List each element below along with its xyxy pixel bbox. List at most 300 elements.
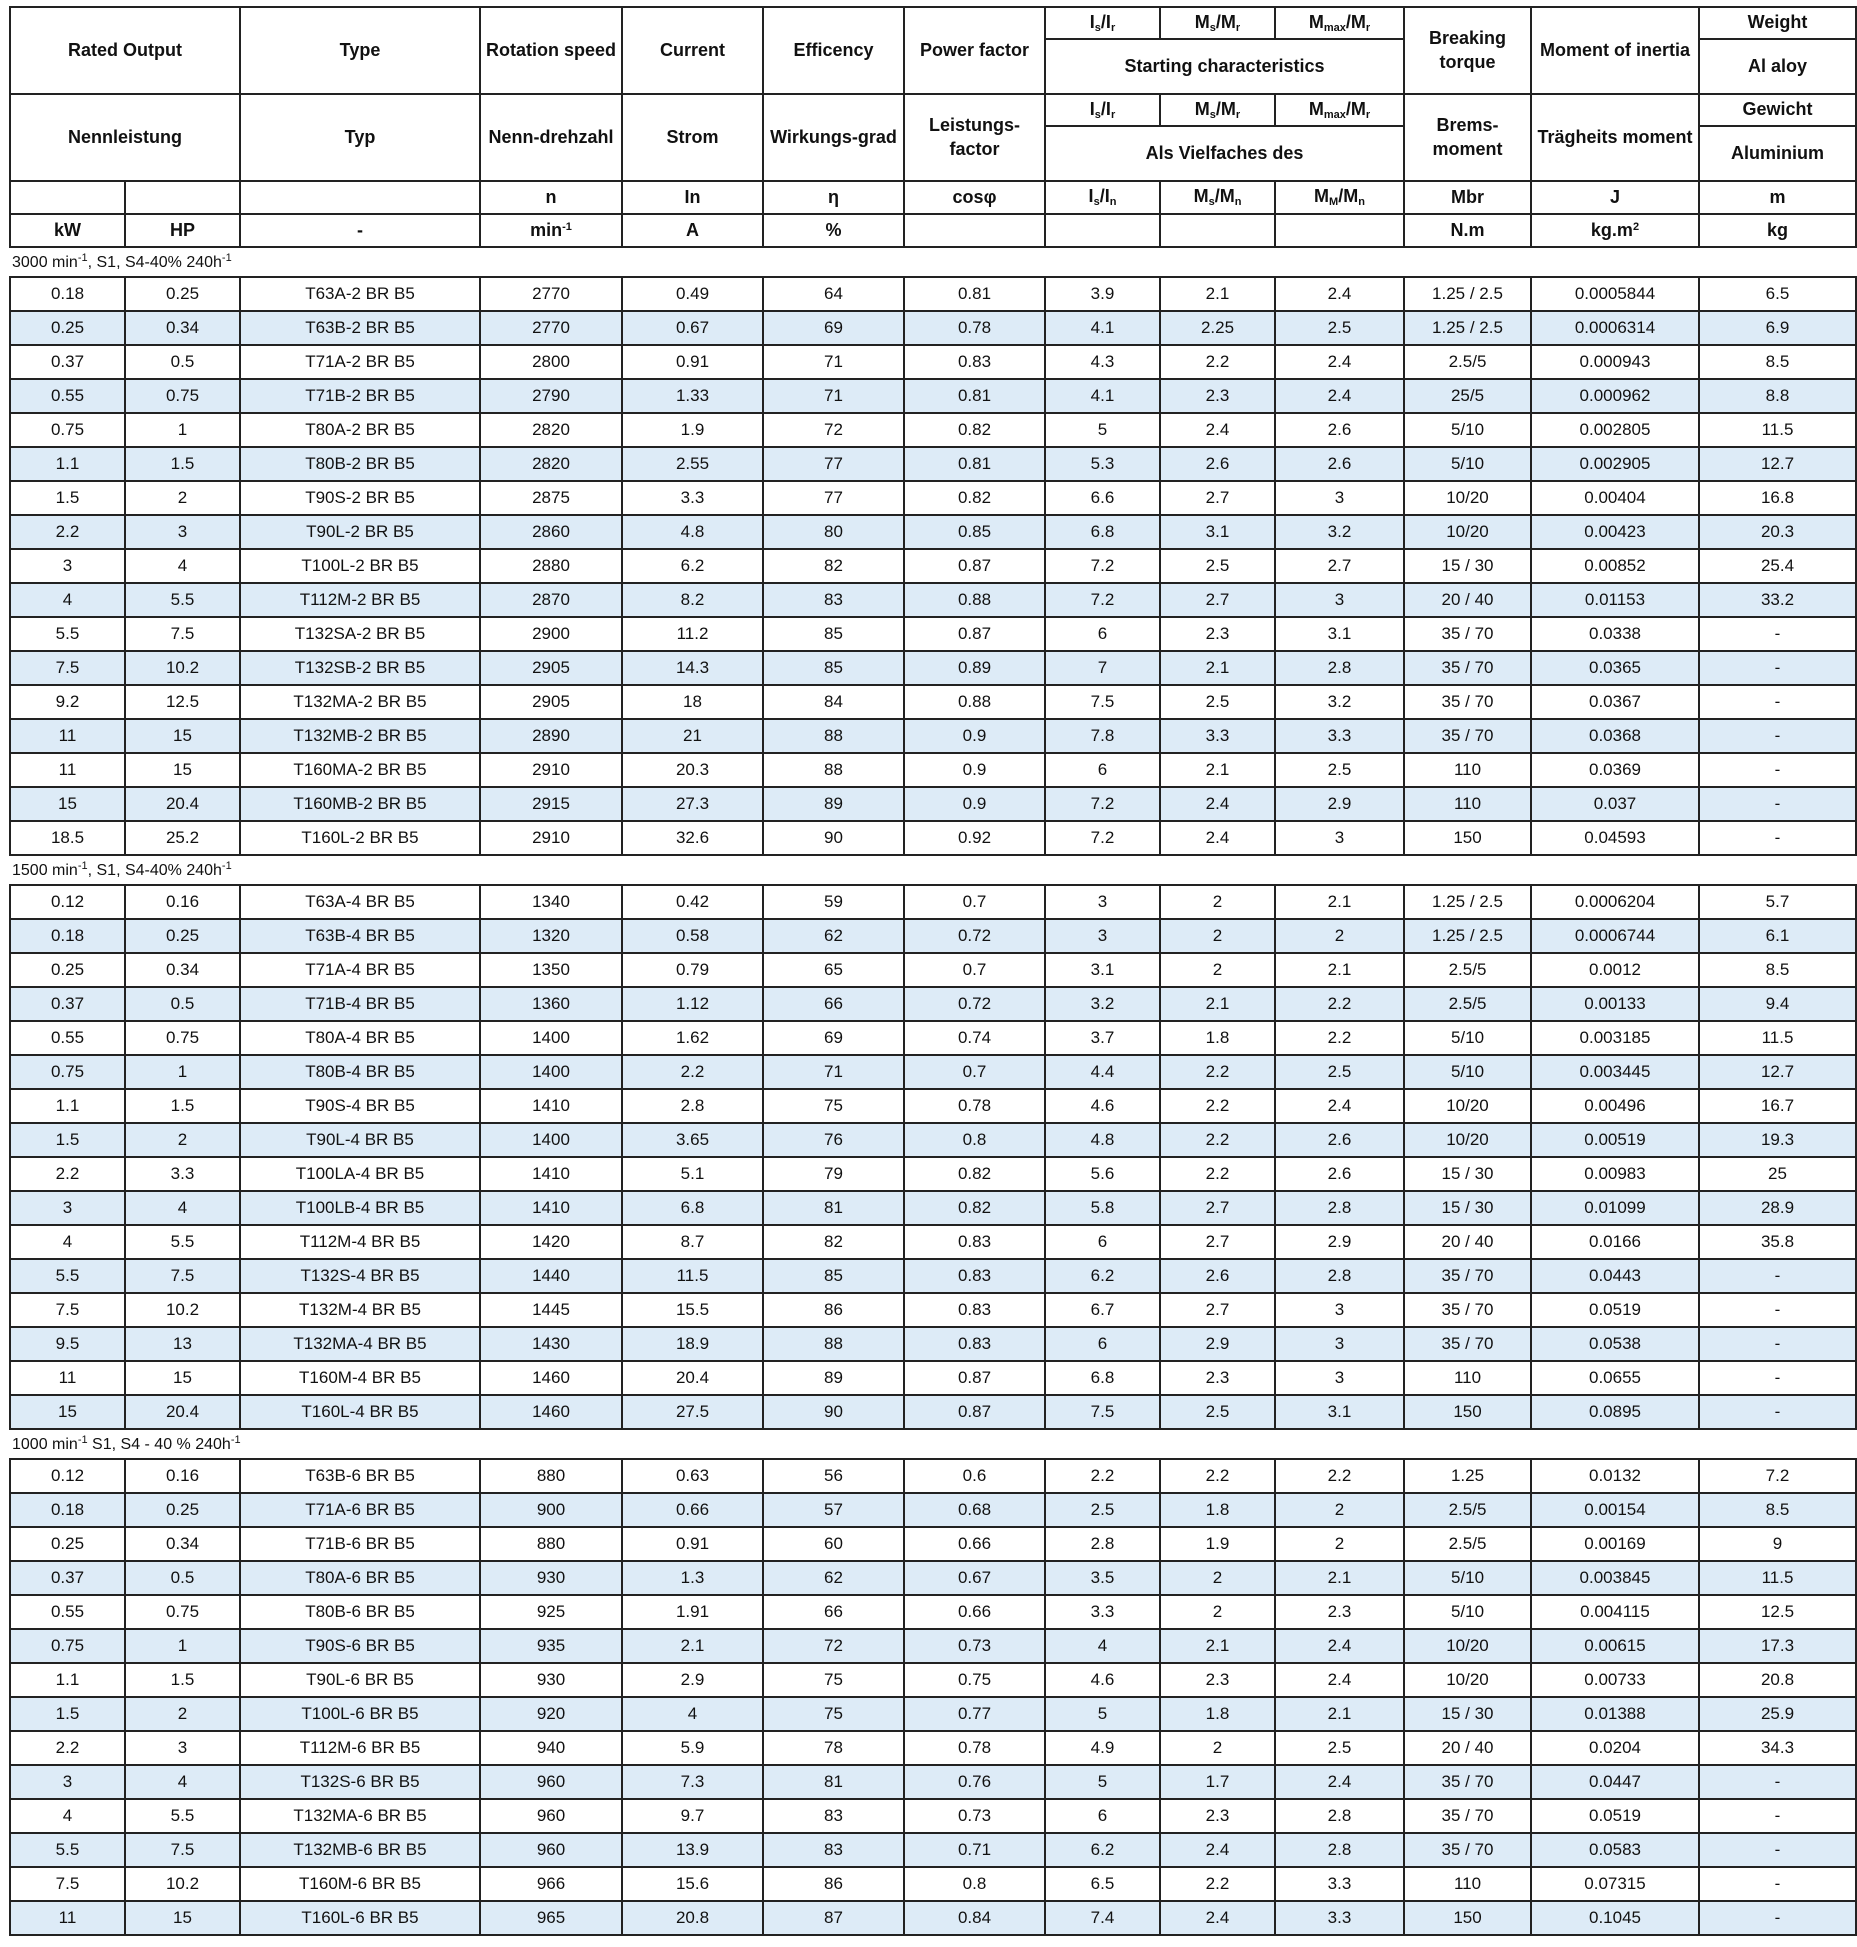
cell-efficiency: 80 [763,515,904,549]
cell-hp: 0.25 [125,1493,240,1527]
cell-inertia: 0.00154 [1531,1493,1699,1527]
cell-type: T132MA-6 BR B5 [240,1799,480,1833]
col-ms-mr: $M_s/M_r$ [1160,7,1275,39]
cell-kw: 2.2 [10,515,125,549]
cell-efficiency: 78 [763,1731,904,1765]
cell-ms-mn: 3.3 [1160,719,1275,753]
cell-brake-torque: 1.25 [1404,1459,1531,1493]
cell-hp: 0.34 [125,953,240,987]
symbol-empty [10,181,125,214]
cell-weight: 11.5 [1699,1561,1856,1595]
cell-mm-mn: 2 [1275,1493,1404,1527]
unit-empty [1160,214,1275,247]
unit-empty [904,214,1045,247]
cell-kw: 1.1 [10,1663,125,1697]
cell-power-factor: 0.92 [904,821,1045,855]
cell-speed: 935 [480,1629,622,1663]
cell-ms-mn: 2.3 [1160,1361,1275,1395]
cell-speed: 2820 [480,413,622,447]
cell-type: T100L-2 BR B5 [240,549,480,583]
cell-brake-torque: 2.5/5 [1404,953,1531,987]
cell-is-in: 4.9 [1045,1731,1160,1765]
table-row [10,953,1856,987]
cell-is-in: 7.2 [1045,549,1160,583]
cell-kw: 5.5 [10,617,125,651]
cell-weight: - [1699,1867,1856,1901]
cell-mm-mn: 2.1 [1275,953,1404,987]
cell-kw: 5.5 [10,1833,125,1867]
cell-hp: 3.3 [125,1157,240,1191]
cell-hp: 2 [125,1697,240,1731]
cell-ms-mn: 2.4 [1160,413,1275,447]
cell-inertia: 0.00496 [1531,1089,1699,1123]
cell-brake-torque: 1.25 / 2.5 [1404,919,1531,953]
cell-kw: 2.2 [10,1731,125,1765]
symbol-in: In [622,181,763,214]
cell-kw: 7.5 [10,651,125,685]
table-row [10,1595,1856,1629]
cell-brake-torque: 35 / 70 [1404,1833,1531,1867]
cell-hp: 0.16 [125,1459,240,1493]
col-bremsmoment: Brems-moment [1404,94,1531,181]
cell-ms-mn: 2.5 [1160,685,1275,719]
cell-speed: 1400 [480,1021,622,1055]
cell-type: T71A-6 BR B5 [240,1493,480,1527]
cell-is-in: 6 [1045,753,1160,787]
cell-efficiency: 57 [763,1493,904,1527]
col-mmax-mr: $M_{max}/M_r$ [1275,7,1404,39]
cell-mm-mn: 2.3 [1275,1595,1404,1629]
symbol-ms-mn: $M_s/M_n$ [1160,181,1275,214]
cell-type: T160L-4 BR B5 [240,1395,480,1429]
cell-ms-mn: 1.8 [1160,1697,1275,1731]
table-row [10,821,1856,855]
cell-hp: 13 [125,1327,240,1361]
symbol-j: J [1531,181,1699,214]
cell-is-in: 3.2 [1045,987,1160,1021]
cell-speed: 2915 [480,787,622,821]
cell-efficiency: 77 [763,447,904,481]
cell-hp: 0.75 [125,379,240,413]
cell-brake-torque: 35 / 70 [1404,1799,1531,1833]
col-strom: Strom [622,94,763,181]
cell-efficiency: 85 [763,1259,904,1293]
cell-is-in: 6.6 [1045,481,1160,515]
cell-current: 2.2 [622,1055,763,1089]
cell-brake-torque: 5/10 [1404,1561,1531,1595]
cell-hp: 15 [125,1361,240,1395]
cell-inertia: 0.0166 [1531,1225,1699,1259]
cell-kw: 0.75 [10,1629,125,1663]
cell-efficiency: 66 [763,987,904,1021]
cell-is-in: 7.8 [1045,719,1160,753]
cell-hp: 0.34 [125,311,240,345]
cell-power-factor: 0.9 [904,753,1045,787]
cell-efficiency: 71 [763,379,904,413]
cell-power-factor: 0.82 [904,481,1045,515]
cell-type: T63B-6 BR B5 [240,1459,480,1493]
cell-hp: 7.5 [125,617,240,651]
cell-efficiency: 62 [763,919,904,953]
cell-is-in: 7.4 [1045,1901,1160,1935]
cell-current: 13.9 [622,1833,763,1867]
cell-ms-mn: 2.5 [1160,549,1275,583]
cell-weight: - [1699,787,1856,821]
cell-brake-torque: 15 / 30 [1404,1157,1531,1191]
cell-hp: 20.4 [125,787,240,821]
cell-inertia: 0.0367 [1531,685,1699,719]
cell-kw: 0.25 [10,311,125,345]
cell-power-factor: 0.7 [904,885,1045,919]
cell-current: 8.2 [622,583,763,617]
cell-power-factor: 0.83 [904,1259,1045,1293]
cell-power-factor: 0.85 [904,515,1045,549]
cell-current: 2.55 [622,447,763,481]
cell-efficiency: 88 [763,719,904,753]
cell-speed: 925 [480,1595,622,1629]
cell-ms-mn: 2.3 [1160,1799,1275,1833]
cell-speed: 2770 [480,311,622,345]
cell-current: 27.5 [622,1395,763,1429]
cell-speed: 2880 [480,549,622,583]
cell-mm-mn: 2.4 [1275,1663,1404,1697]
cell-inertia: 0.0338 [1531,617,1699,651]
cell-power-factor: 0.88 [904,583,1045,617]
cell-kw: 5.5 [10,1259,125,1293]
cell-speed: 880 [480,1527,622,1561]
cell-hp: 0.25 [125,919,240,953]
cell-is-in: 6 [1045,1225,1160,1259]
cell-is-in: 5.3 [1045,447,1160,481]
cell-mm-mn: 2.4 [1275,1089,1404,1123]
cell-ms-mn: 2.4 [1160,1901,1275,1935]
table-row [10,651,1856,685]
cell-power-factor: 0.87 [904,549,1045,583]
cell-power-factor: 0.72 [904,919,1045,953]
cell-type: T63A-2 BR B5 [240,277,480,311]
al-alloy: Al aloy [1699,39,1856,94]
cell-speed: 2875 [480,481,622,515]
cell-brake-torque: 5/10 [1404,1055,1531,1089]
cell-current: 9.7 [622,1799,763,1833]
cell-kw: 1.5 [10,1697,125,1731]
symbol-n: n [480,181,622,214]
cell-kw: 1.5 [10,481,125,515]
cell-kw: 7.5 [10,1293,125,1327]
cell-type: T112M-4 BR B5 [240,1225,480,1259]
cell-inertia: 0.00733 [1531,1663,1699,1697]
cell-brake-torque: 20 / 40 [1404,1731,1531,1765]
cell-mm-mn: 2.4 [1275,1765,1404,1799]
cell-inertia: 0.04593 [1531,821,1699,855]
cell-inertia: 0.0538 [1531,1327,1699,1361]
cell-inertia: 0.0204 [1531,1731,1699,1765]
cell-brake-torque: 35 / 70 [1404,617,1531,651]
cell-speed: 1410 [480,1157,622,1191]
table-row [10,987,1856,1021]
cell-ms-mn: 2.3 [1160,1663,1275,1697]
cell-type: T63A-4 BR B5 [240,885,480,919]
cell-inertia: 0.003445 [1531,1055,1699,1089]
cell-hp: 1.5 [125,447,240,481]
cell-speed: 930 [480,1561,622,1595]
cell-weight: - [1699,1361,1856,1395]
cell-power-factor: 0.9 [904,787,1045,821]
cell-efficiency: 82 [763,1225,904,1259]
cell-speed: 2910 [480,753,622,787]
cell-type: T90S-2 BR B5 [240,481,480,515]
cell-inertia: 0.0006204 [1531,885,1699,919]
cell-inertia: 0.0443 [1531,1259,1699,1293]
table-row [10,1361,1856,1395]
cell-inertia: 0.003845 [1531,1561,1699,1595]
cell-power-factor: 0.76 [904,1765,1045,1799]
cell-weight: - [1699,651,1856,685]
cell-inertia: 0.002905 [1531,447,1699,481]
cell-ms-mn: 2 [1160,953,1275,987]
cell-inertia: 0.00133 [1531,987,1699,1021]
cell-speed: 930 [480,1663,622,1697]
cell-inertia: 0.002805 [1531,413,1699,447]
cell-mm-mn: 2.1 [1275,885,1404,919]
table-row [10,1089,1856,1123]
cell-power-factor: 0.78 [904,1089,1045,1123]
cell-ms-mn: 3.1 [1160,515,1275,549]
cell-kw: 0.75 [10,1055,125,1089]
cell-ms-mn: 2.1 [1160,753,1275,787]
cell-is-in: 6.8 [1045,1361,1160,1395]
col-nenndrehzahl: Nenn-drehzahl [480,94,622,181]
table-row [10,1629,1856,1663]
cell-weight: - [1699,1259,1856,1293]
cell-kw: 0.37 [10,987,125,1021]
table-row [10,1799,1856,1833]
symbol-is-in: $I_s/I_n$ [1045,181,1160,214]
cell-power-factor: 0.87 [904,617,1045,651]
table-row [10,885,1856,919]
cell-efficiency: 83 [763,583,904,617]
cell-weight: 28.9 [1699,1191,1856,1225]
cell-mm-mn: 3.3 [1275,1867,1404,1901]
table-row [10,447,1856,481]
col-efficiency: Efficency [763,7,904,94]
cell-current: 0.79 [622,953,763,987]
cell-current: 0.66 [622,1493,763,1527]
cell-current: 2.9 [622,1663,763,1697]
cell-mm-mn: 2.8 [1275,1799,1404,1833]
cell-speed: 1420 [480,1225,622,1259]
cell-mm-mn: 2.5 [1275,1055,1404,1089]
cell-speed: 965 [480,1901,622,1935]
section-title: 1000 $\min^{-1} S1$, S4 - 40 % $240h^{-1}$ [10,1429,1856,1459]
cell-kw: 7.5 [10,1867,125,1901]
cell-current: 2.8 [622,1089,763,1123]
table-row [10,1867,1856,1901]
cell-weight: - [1699,1799,1856,1833]
cell-weight: 25.4 [1699,549,1856,583]
cell-kw: 0.18 [10,1493,125,1527]
cell-is-in: 3.7 [1045,1021,1160,1055]
cell-weight: 6.5 [1699,277,1856,311]
cell-speed: 900 [480,1493,622,1527]
cell-power-factor: 0.88 [904,685,1045,719]
cell-speed: 1320 [480,919,622,953]
cell-current: 5.9 [622,1731,763,1765]
cell-weight: 34.3 [1699,1731,1856,1765]
cell-power-factor: 0.78 [904,311,1045,345]
cell-weight: 20.3 [1699,515,1856,549]
cell-power-factor: 0.8 [904,1867,1045,1901]
cell-power-factor: 0.73 [904,1629,1045,1663]
cell-current: 15.6 [622,1867,763,1901]
cell-is-in: 3 [1045,919,1160,953]
cell-efficiency: 86 [763,1867,904,1901]
cell-efficiency: 81 [763,1191,904,1225]
cell-ms-mn: 2 [1160,919,1275,953]
cell-is-in: 4.1 [1045,311,1160,345]
cell-type: T71A-2 BR B5 [240,345,480,379]
cell-kw: 3 [10,1765,125,1799]
cell-power-factor: 0.6 [904,1459,1045,1493]
col-power-factor: Power factor [904,7,1045,94]
table-row [10,1055,1856,1089]
cell-inertia: 0.0368 [1531,719,1699,753]
cell-current: 6.8 [622,1191,763,1225]
cell-weight: - [1699,719,1856,753]
cell-power-factor: 0.81 [904,447,1045,481]
cell-ms-mn: 2.4 [1160,787,1275,821]
cell-kw: 3 [10,549,125,583]
cell-is-in: 3.5 [1045,1561,1160,1595]
cell-brake-torque: 10/20 [1404,1123,1531,1157]
cell-mm-mn: 2.5 [1275,753,1404,787]
cell-is-in: 5.6 [1045,1157,1160,1191]
cell-current: 0.67 [622,311,763,345]
cell-kw: 0.55 [10,1021,125,1055]
cell-brake-torque: 150 [1404,1395,1531,1429]
cell-is-in: 6.8 [1045,515,1160,549]
cell-speed: 1400 [480,1055,622,1089]
cell-ms-mn: 2.7 [1160,1191,1275,1225]
cell-inertia: 0.037 [1531,787,1699,821]
col-wirkungsgrad: Wirkungs-grad [763,94,904,181]
cell-is-in: 6 [1045,617,1160,651]
cell-brake-torque: 15 / 30 [1404,1191,1531,1225]
cell-speed: 1460 [480,1361,622,1395]
cell-inertia: 0.00615 [1531,1629,1699,1663]
cell-mm-mn: 2.8 [1275,1191,1404,1225]
cell-mm-mn: 2.8 [1275,1259,1404,1293]
cell-speed: 2900 [480,617,622,651]
cell-speed: 880 [480,1459,622,1493]
cell-current: 21 [622,719,763,753]
col-ms-mr-de: $M_s/M_r$ [1160,94,1275,126]
cell-type: T90L-6 BR B5 [240,1663,480,1697]
cell-brake-torque: 25/5 [1404,379,1531,413]
table-row [10,753,1856,787]
cell-speed: 1445 [480,1293,622,1327]
cell-current: 0.49 [622,277,763,311]
cell-inertia: 0.1045 [1531,1901,1699,1935]
table-row [10,379,1856,413]
unit-type: - [240,214,480,247]
col-gewicht: Gewicht [1699,94,1856,126]
cell-ms-mn: 2.2 [1160,1867,1275,1901]
cell-weight: 8.8 [1699,379,1856,413]
cell-mm-mn: 3.2 [1275,515,1404,549]
cell-ms-mn: 1.9 [1160,1527,1275,1561]
cell-type: T100LB-4 BR B5 [240,1191,480,1225]
cell-ms-mn: 2.7 [1160,481,1275,515]
cell-type: T80B-6 BR B5 [240,1595,480,1629]
cell-inertia: 0.0519 [1531,1799,1699,1833]
cell-type: T160L-2 BR B5 [240,821,480,855]
cell-type: T112M-2 BR B5 [240,583,480,617]
cell-kw: 0.18 [10,277,125,311]
cell-kw: 0.37 [10,1561,125,1595]
col-is-ir: $I_s/I_r$ [1045,7,1160,39]
unit-current: A [622,214,763,247]
cell-power-factor: 0.74 [904,1021,1045,1055]
cell-kw: 0.25 [10,953,125,987]
cell-hp: 15 [125,753,240,787]
cell-kw: 0.12 [10,1459,125,1493]
cell-mm-mn: 2.2 [1275,1459,1404,1493]
cell-kw: 0.55 [10,1595,125,1629]
cell-power-factor: 0.82 [904,1157,1045,1191]
cell-hp: 15 [125,1901,240,1935]
cell-ms-mn: 2.9 [1160,1327,1275,1361]
cell-weight: 8.5 [1699,1493,1856,1527]
cell-ms-mn: 2 [1160,885,1275,919]
cell-brake-torque: 150 [1404,1901,1531,1935]
cell-weight: - [1699,1327,1856,1361]
cell-efficiency: 90 [763,1395,904,1429]
cell-power-factor: 0.78 [904,1731,1045,1765]
cell-is-in: 2.5 [1045,1493,1160,1527]
cell-current: 5.1 [622,1157,763,1191]
cell-current: 3.65 [622,1123,763,1157]
cell-inertia: 0.003185 [1531,1021,1699,1055]
cell-weight: - [1699,821,1856,855]
cell-power-factor: 0.77 [904,1697,1045,1731]
cell-inertia: 0.01388 [1531,1697,1699,1731]
cell-type: T80A-6 BR B5 [240,1561,480,1595]
cell-hp: 10.2 [125,1293,240,1327]
col-typ: Typ [240,94,480,181]
cell-current: 1.62 [622,1021,763,1055]
cell-type: T160MB-2 BR B5 [240,787,480,821]
cell-efficiency: 64 [763,277,904,311]
cell-efficiency: 65 [763,953,904,987]
cell-hp: 0.5 [125,1561,240,1595]
unit-empty [1045,214,1160,247]
cell-power-factor: 0.66 [904,1595,1045,1629]
cell-is-in: 5 [1045,1765,1160,1799]
cell-is-in: 3.3 [1045,1595,1160,1629]
cell-type: T80B-2 BR B5 [240,447,480,481]
cell-weight: 33.2 [1699,583,1856,617]
cell-inertia: 0.00852 [1531,549,1699,583]
cell-brake-torque: 2.5/5 [1404,1493,1531,1527]
cell-mm-mn: 2.4 [1275,1629,1404,1663]
cell-weight: 12.7 [1699,1055,1856,1089]
unit-inertia: $kg.m^2$ [1531,214,1699,247]
cell-brake-torque: 1.25 / 2.5 [1404,885,1531,919]
cell-efficiency: 90 [763,821,904,855]
cell-type: T71B-6 BR B5 [240,1527,480,1561]
cell-mm-mn: 2.6 [1275,447,1404,481]
